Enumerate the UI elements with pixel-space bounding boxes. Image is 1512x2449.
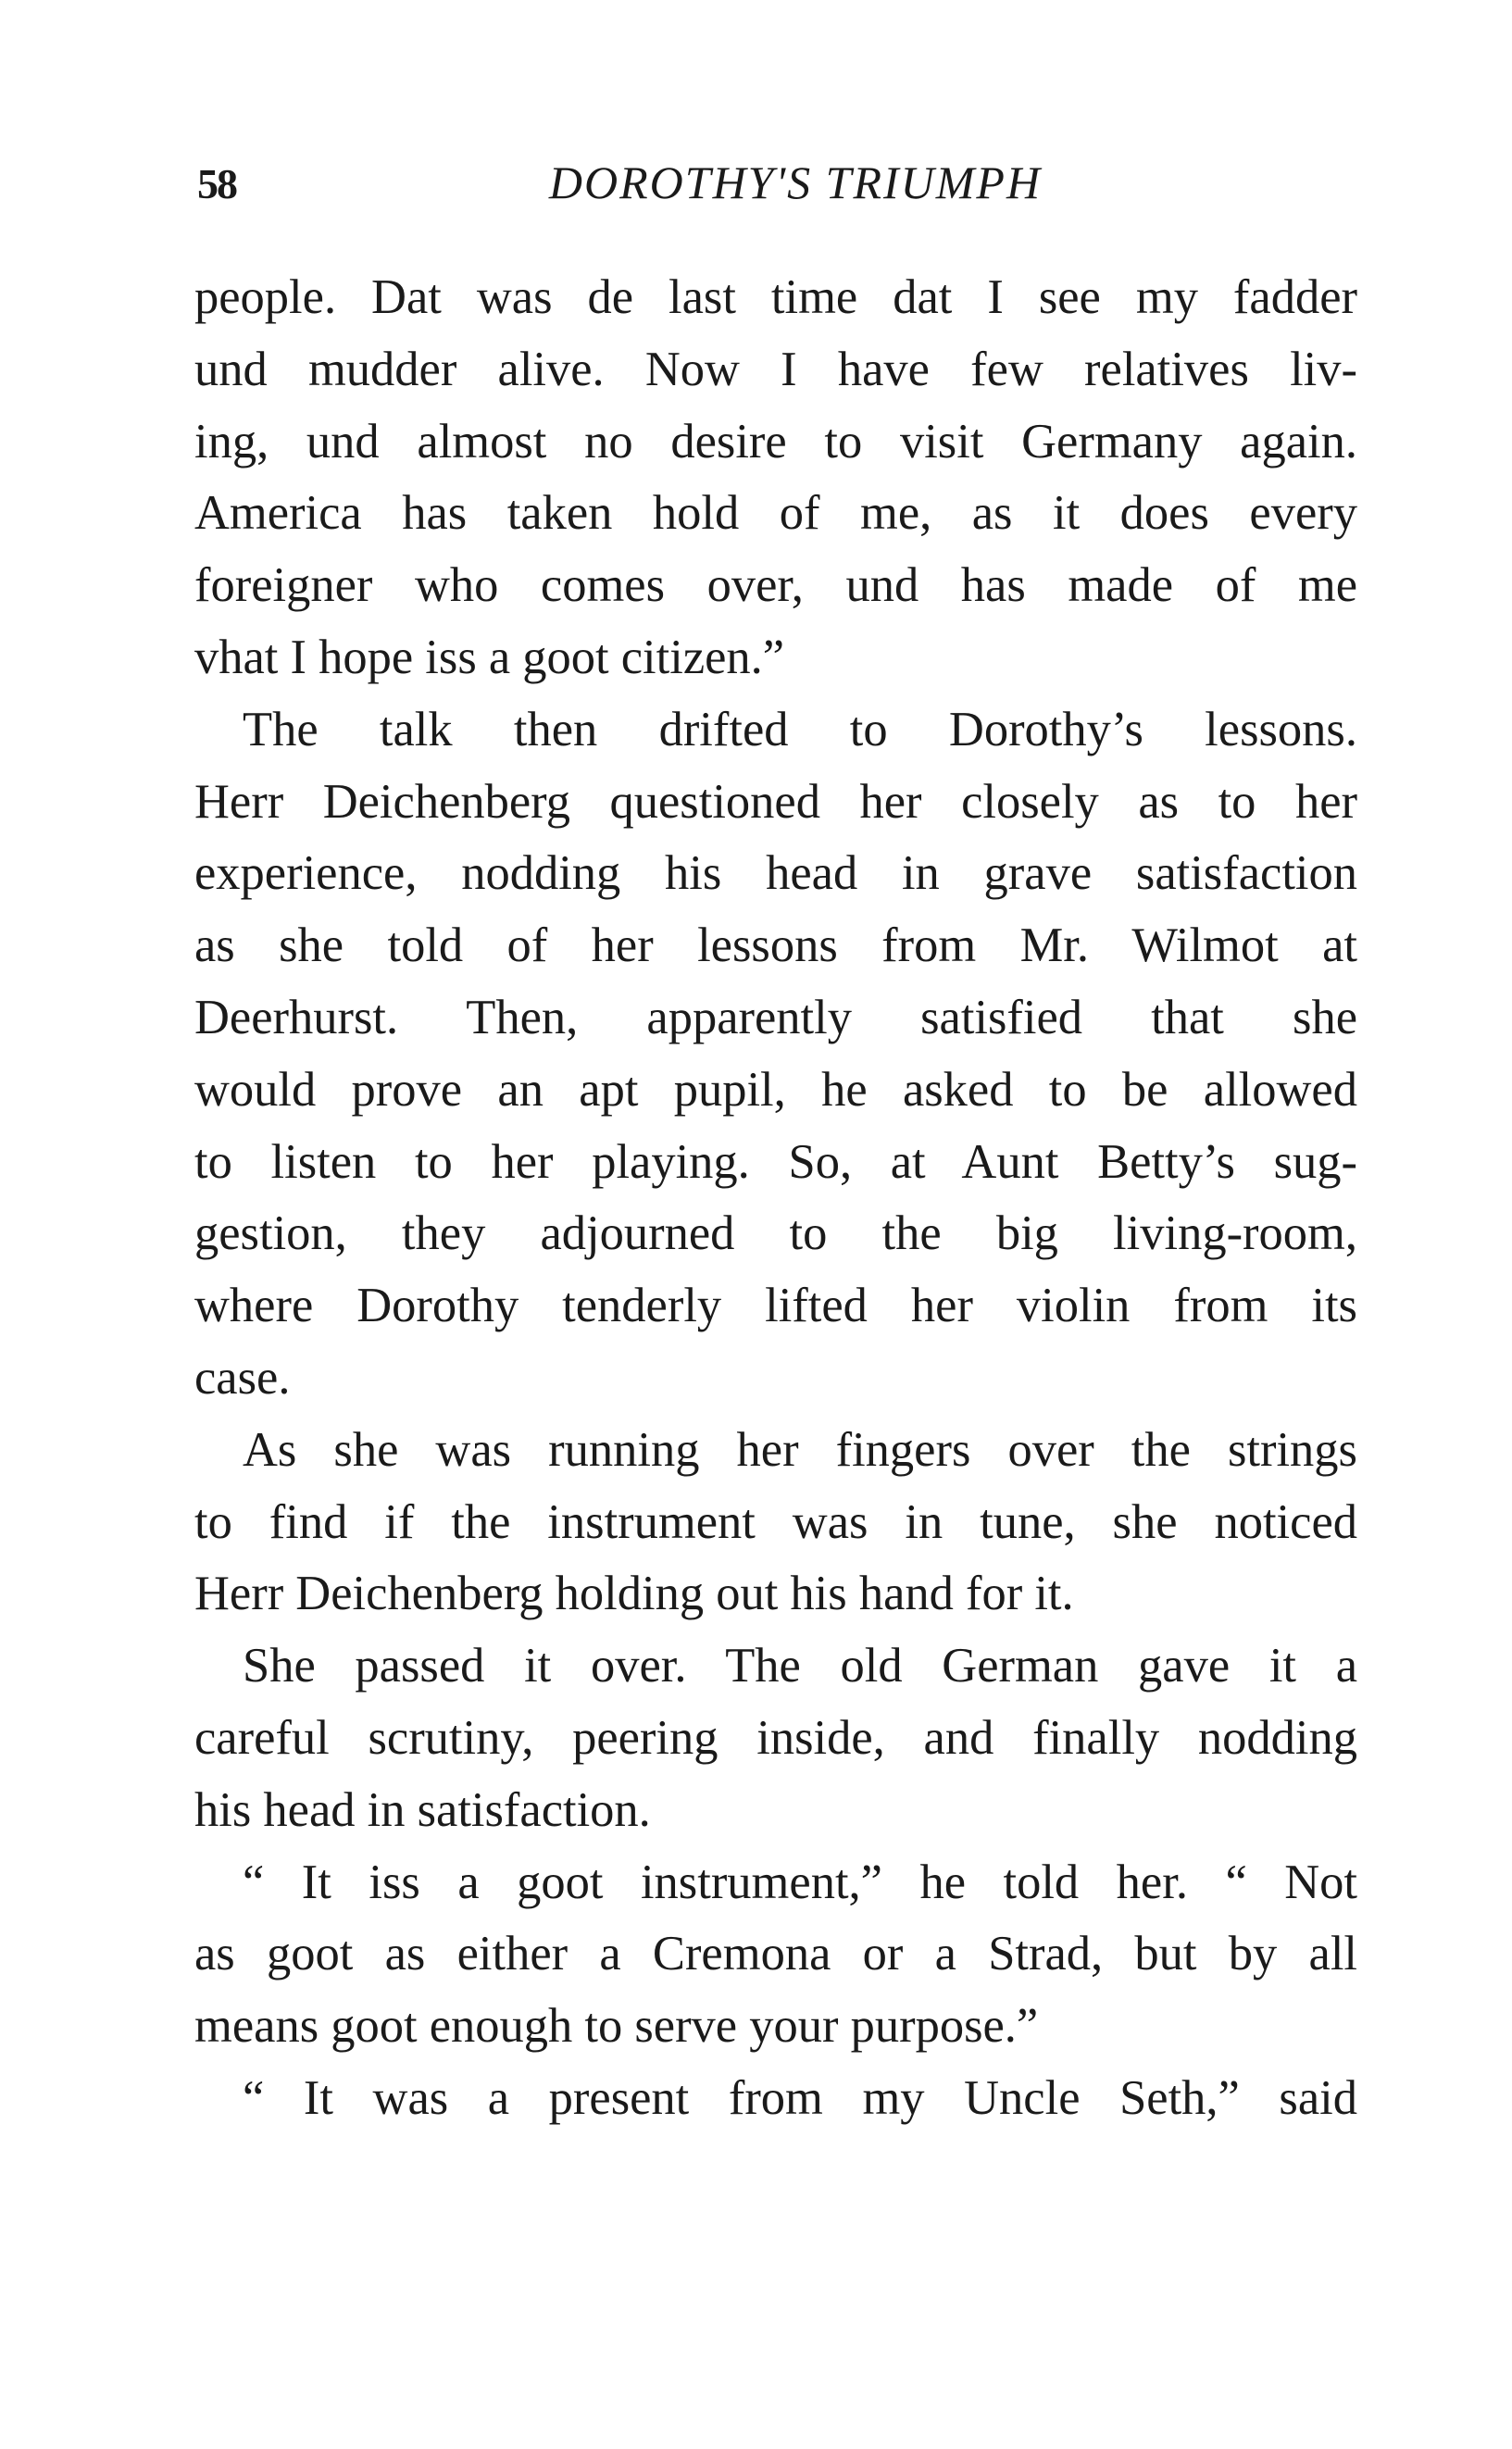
text-line: would prove an apt pupil, he asked to be allowed xyxy=(194,1062,1357,1117)
text-line: as goot as either a Cremona or a Strad, but by all xyxy=(194,1927,1357,1981)
text-line: Deerhurst. Then, apparently satisfied that she xyxy=(194,990,1357,1044)
running-title: DOROTHY'S TRIUMPH xyxy=(548,156,1043,208)
text-line: means goot enough to serve your purpose.” xyxy=(194,1999,1039,2054)
text-line: case. xyxy=(194,1350,291,1405)
text-line: experience, nodding his head in grave satisfaction xyxy=(194,846,1357,901)
text-line: foreigner who comes over, und has made of me xyxy=(194,558,1357,613)
text-line: careful scrutiny, peering inside, and finally nodding xyxy=(194,1710,1357,1765)
text-line: gestion, they adjourned to the big living-room, xyxy=(194,1206,1357,1261)
text-line: his head in satisfaction. xyxy=(194,1782,651,1837)
text-line: where Dorothy tenderly lifted her violin from its xyxy=(194,1279,1357,1333)
text-line: people. Dat was de last time dat I see my fadder xyxy=(194,270,1357,324)
text-line: The talk then drifted to Dorothy’s lessons. xyxy=(243,702,1357,756)
text-line: “ It iss a goot instrument,” he told her. “ Not xyxy=(243,1855,1357,1909)
text-line: to find if the instrument was in tune, she noticed xyxy=(194,1494,1357,1549)
text-line: to listen to her playing. So, at Aunt Betty’s sug- xyxy=(194,1134,1357,1189)
text-line: Herr Deichenberg questioned her closely as to her xyxy=(194,774,1357,829)
text-line: As she was running her fingers over the strings xyxy=(243,1422,1357,1477)
text-line: ing, und almost no desire to visit Germany again. xyxy=(194,414,1357,469)
page-number: 58 xyxy=(197,160,236,207)
text-line: “ It was a present from my Uncle Seth,” said xyxy=(243,2070,1357,2125)
body-text xyxy=(194,262,1357,2135)
text-line: America has taken hold of me, as it does every xyxy=(194,486,1357,541)
text-line: und mudder alive. Now I have few relatives liv- xyxy=(194,342,1357,396)
text-line: She passed it over. The old German gave it a xyxy=(243,1639,1357,1693)
text-line: vhat I hope iss a goot citizen.” xyxy=(194,630,785,684)
text-line: Herr Deichenberg holding out his hand for it. xyxy=(194,1567,1074,1621)
page-header xyxy=(197,156,1356,211)
text-line: as she told of her lessons from Mr. Wilmot at xyxy=(194,918,1357,973)
